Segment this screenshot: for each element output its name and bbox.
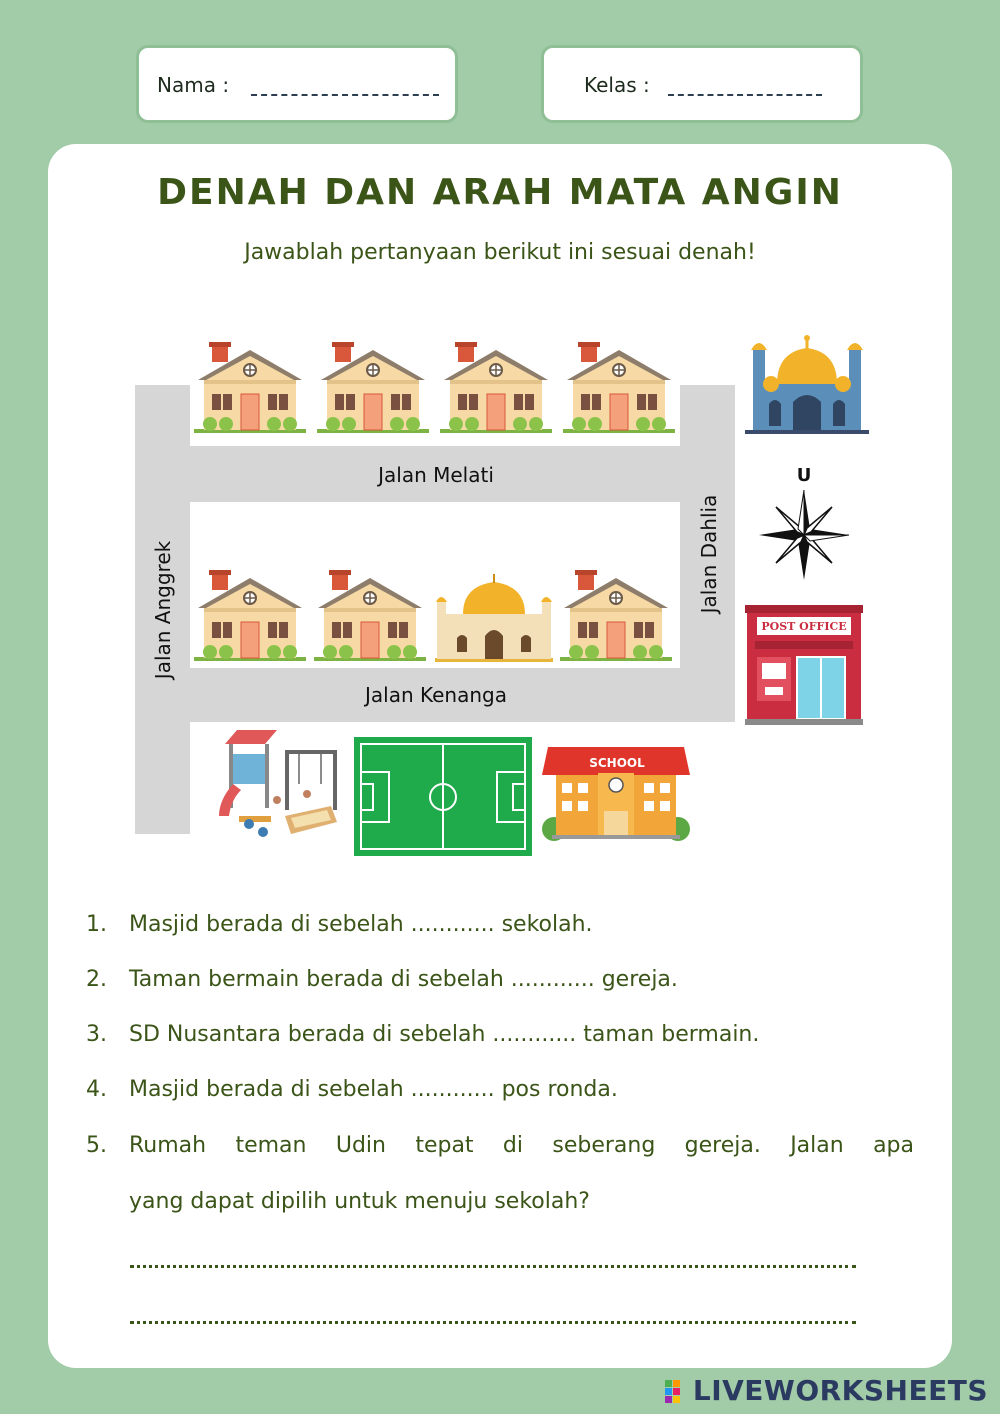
question-text: Masjid berada di sebelah ............ sekolah.: [129, 912, 593, 937]
question-text: Masjid berada di sebelah ............ pos ronda.: [129, 1077, 618, 1102]
house-icon: [563, 342, 675, 433]
question-number: 2.: [86, 967, 107, 992]
street-label-anggrek: Jalan Anggrek: [151, 540, 175, 680]
house-icon: [317, 342, 429, 433]
house-icon: [194, 342, 306, 433]
playground-icon: [219, 730, 337, 837]
brand-logo: [665, 1374, 988, 1407]
question-text-line-2: yang dapat dipilih untuk menuju sekolah?: [129, 1189, 590, 1214]
house-icon: [314, 570, 426, 661]
question-text: SD Nusantara berada di sebelah ............ taman bermain.: [129, 1022, 760, 1047]
answer-line-2[interactable]: [130, 1321, 856, 1324]
question-text: Taman bermain berada di sebelah ............ gereja.: [129, 967, 678, 992]
liveworksheets-icon: [665, 1380, 689, 1404]
page-title: DENAH DAN ARAH MATA ANGIN: [157, 172, 843, 213]
answer-line-1[interactable]: [130, 1265, 856, 1268]
brand-text: LIVEWORKSHEETS: [692, 1374, 988, 1407]
street-label-melati: Jalan Melati: [378, 463, 494, 487]
house-icon: [194, 570, 306, 661]
name-label: Nama :: [157, 73, 230, 97]
mosque-icon: [745, 335, 869, 434]
question-number: 4.: [86, 1077, 107, 1102]
small-mosque-icon: [435, 574, 553, 662]
class-label: Kelas :: [584, 73, 650, 97]
street-label-dahlia: Jalan Dahlia: [697, 494, 721, 614]
house-icon: [440, 342, 552, 433]
question-number: 5.: [86, 1133, 107, 1158]
school-sign: SCHOOL: [589, 756, 645, 770]
question-number: 1.: [86, 912, 107, 937]
compass-north-label: U: [796, 465, 812, 486]
question-number: 3.: [86, 1022, 107, 1047]
post-office-sign: POST OFFICE: [761, 620, 847, 633]
house-icon: [560, 570, 672, 661]
street-label-kenanga: Jalan Kenanga: [365, 683, 507, 707]
soccer-field-icon: [354, 737, 532, 856]
question-text: Rumah teman Udin tepat di seberang gereja. Jalan apa: [129, 1133, 914, 1158]
page-subtitle: Jawablah pertanyaan berikut ini sesuai denah!: [244, 240, 756, 265]
compass-icon: [759, 490, 849, 580]
